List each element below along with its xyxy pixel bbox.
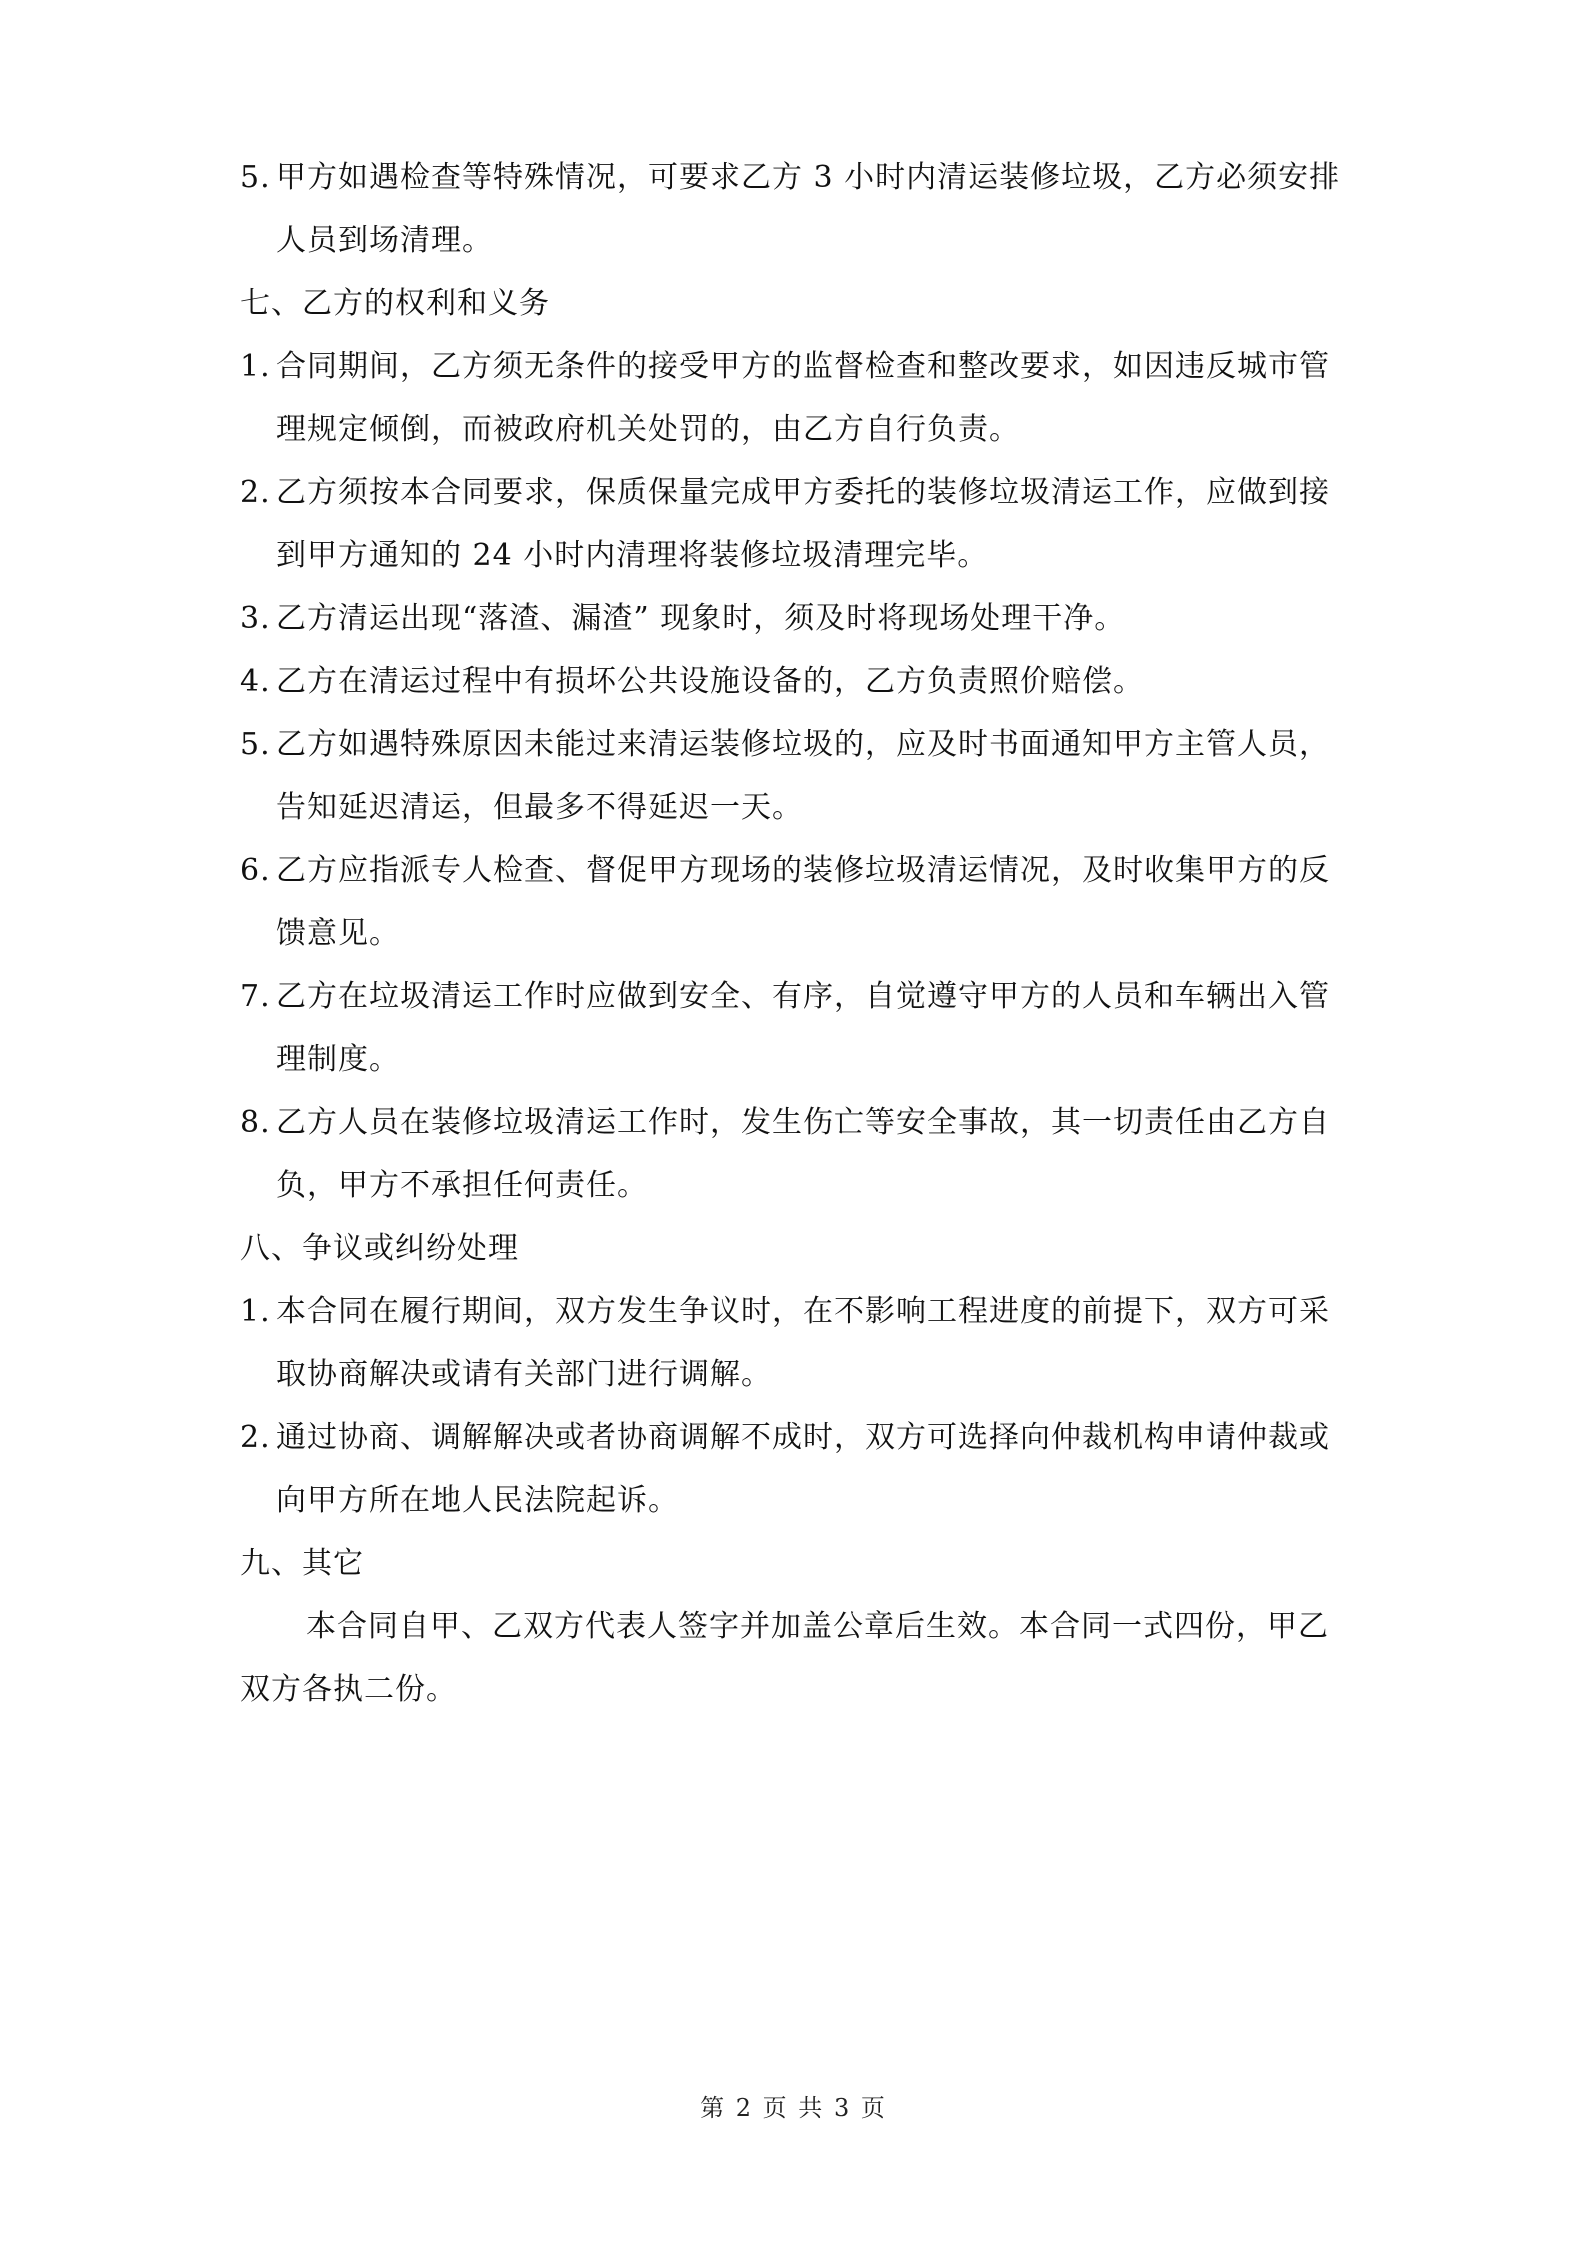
clause-number: 2. — [240, 475, 271, 510]
clause-number: 8. — [240, 1105, 271, 1140]
clause-number: 7. — [240, 979, 271, 1014]
clause-text: 乙方如遇特殊原因未能过来清运装修垃圾的，应及时书面通知甲方主管人员，告知延迟清运，但最多不得延迟一天。 — [276, 727, 1330, 825]
clause-number: 5. — [240, 160, 271, 195]
section-heading-8: 八、争议或纠纷处理 — [240, 1231, 519, 1266]
clause-8-1 — [240, 1280, 1352, 1406]
clause-7-7 — [240, 965, 1352, 1091]
clause-number: 1. — [240, 1294, 271, 1329]
section-heading-9: 九、其它 — [240, 1546, 364, 1581]
clause-number: 3. — [240, 601, 271, 636]
clause-text: 通过协商、调解解决或者协商调解不成时，双方可选择向仲裁机构申请仲裁或向甲方所在地人民法院起诉。 — [276, 1420, 1330, 1518]
clause-text: 乙方应指派专人检查、督促甲方现场的装修垃圾清运情况，及时收集甲方的反馈意见。 — [276, 853, 1330, 951]
clause-6-5 — [240, 146, 1352, 272]
clause-text: 本合同在履行期间，双方发生争议时，在不影响工程进度的前提下，双方可采取协商解决或请有关部门进行调解。 — [276, 1294, 1330, 1392]
clause-7-3 — [240, 587, 1352, 650]
clause-7-1 — [240, 335, 1352, 461]
section-heading-7: 七、乙方的权利和义务 — [240, 286, 550, 321]
clause-text: 合同期间，乙方须无条件的接受甲方的监督检查和整改要求，如因违反城市管理规定倾倒，而被政府机关处罚的，由乙方自行负责。 — [276, 349, 1330, 447]
clause-number: 6. — [240, 853, 271, 888]
clause-7-4 — [240, 650, 1352, 713]
closing-paragraph: 本合同自甲、乙双方代表人签字并加盖公章后生效。本合同一式四份，甲乙双方各执二份。 — [240, 1609, 1329, 1707]
clause-number: 2. — [240, 1420, 271, 1455]
clause-7-5 — [240, 713, 1352, 839]
clause-text: 乙方人员在装修垃圾清运工作时，发生伤亡等安全事故，其一切责任由乙方自负，甲方不承担任何责任。 — [276, 1105, 1330, 1203]
clause-number: 5. — [240, 727, 271, 762]
clause-8-2 — [240, 1406, 1352, 1532]
document-body — [240, 146, 1352, 1721]
clause-text: 乙方在清运过程中有损坏公共设施设备的，乙方负责照价赔偿。 — [276, 664, 1144, 699]
clause-number: 4. — [240, 664, 271, 699]
clause-text: 乙方在垃圾清运工作时应做到安全、有序，自觉遵守甲方的人员和车辆出入管理制度。 — [276, 979, 1330, 1077]
clause-number: 1. — [240, 349, 271, 384]
clause-7-6 — [240, 839, 1352, 965]
clause-text: 乙方须按本合同要求，保质保量完成甲方委托的装修垃圾清运工作，应做到接到甲方通知的 24 小时内清理将装修垃圾清理完毕。 — [276, 475, 1330, 573]
clause-7-8 — [240, 1091, 1352, 1217]
clause-text: 乙方清运出现“落渣、漏渣” 现象时，须及时将现场处理干净。 — [276, 601, 1126, 636]
clause-text: 甲方如遇检查等特殊情况，可要求乙方 3 小时内清运装修垃圾，乙方必须安排人员到场清理。 — [276, 160, 1341, 258]
page-number-footer: 第 2 页 共 3 页 — [700, 2094, 887, 2122]
clause-7-2 — [240, 461, 1352, 587]
